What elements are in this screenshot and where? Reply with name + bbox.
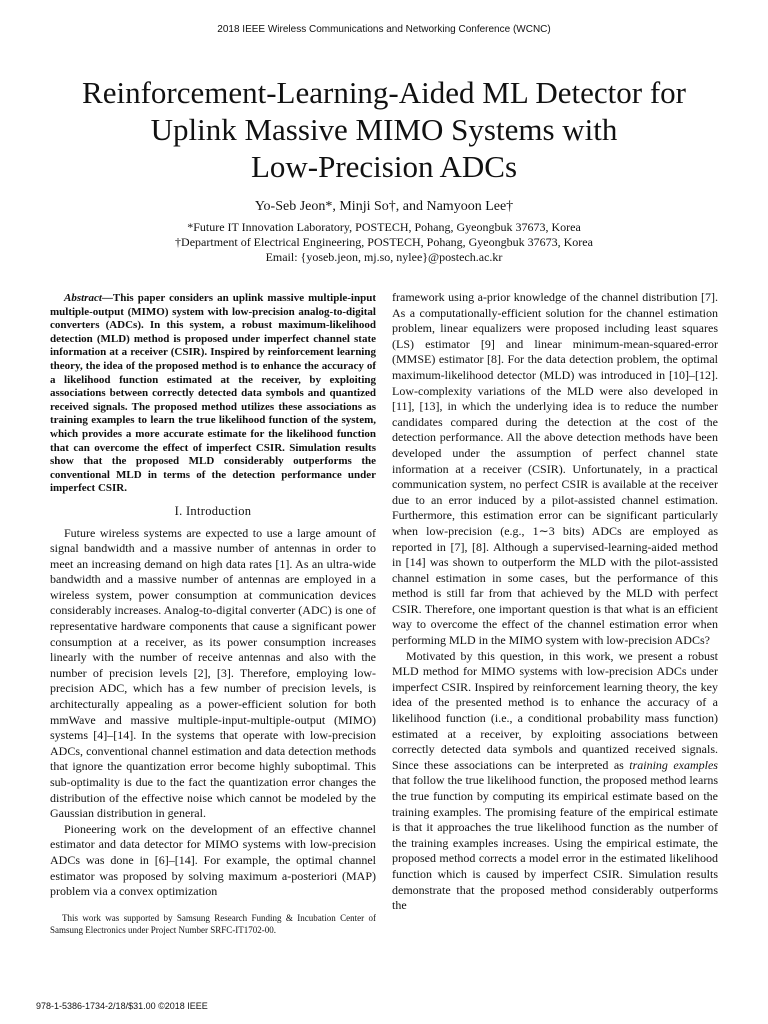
paragraph-text: Motivated by this question, in this work, we present a robust MLD method for MIMO systems with low-precision ADCs under imperfect CSIR. Inspired by reinforcement learning theory, the key idea of the presented method is to enhance the accuracy of a likelihood function (i.e., a conditional probability mass function) estimated at a receiver, by exploiting associations between correctly detected data symbols and quantized received signals. Since these associations can be interpreted as: [392, 648, 718, 772]
abstract: [50, 292, 376, 496]
author-list: Yo-Seb Jeon*, Minji So†, and Namyoon Lee†: [254, 199, 514, 214]
conference-header: 2018 IEEE Wireless Communications and Networking Conference (WCNC): [217, 24, 551, 35]
affiliation-1: *Future IT Innovation Laboratory, POSTECH, Pohang, Gyeongbuk 37673, Korea: [187, 220, 581, 234]
intro-paragraph-4: [392, 649, 718, 914]
intro-paragraph-3: framework using a-prior knowledge of the channel distribution [7]. As a computationally-efficient solution for the channel estimation problem, linear equalizers were proposed including least squares (LS) estimator [9] and linear minimum-mean-squared-error (MMSE) estimator [8]. For the data detection problem, the optimal maximum-likelihood detector (MLD) was introduced in [10]–[12]. Low-complexity variations of the MLD were also developed in [11], [13], in which the underlying idea is to reduce the number candidates compared during the detection at the cost of the detection performance. All the above detection methods have been developed under the assumption of perfect channel state information at a receiver (CSIR). Unfortunately, in a practical communication system, no perfect CSIR is available at the receiver due to an error induced by a pilot-assisted channel estimation. Furthermore, this estimation error can be significant particularly when low-precision (e.g., 1∼3 bits) ADCs are employed as reported in [7], [8]. Although a supervised-learning-aided method in [14] was shown to outperform the MLD with the pilot-assisted channel estimation in some cases, but the performance of this method is still far from that achieved by the MLD with perfect CSIR. Therefore, one important question is that what is an efficient way to overcome the effect of the channel estimation error when performing MLD in the MIMO system with low-precision ADCs?: [392, 290, 718, 648]
abstract-label: Abstract: [64, 292, 102, 304]
author-email: Email: {yoseb.jeon, mj.so, nylee}@postech.ac.kr: [265, 250, 503, 264]
title-line: Low-Precision ADCs: [250, 149, 518, 184]
emphasis-training-examples: training examples: [629, 757, 718, 772]
left-column: [50, 292, 376, 900]
funding-footnote: This work was supported by Samsung Research Funding & Incubation Center of Samsung Electronics under Project Number SRFC-IT1702-00.: [50, 913, 376, 935]
right-column: [392, 290, 718, 914]
copyright-footer: 978-1-5386-1734-2/18/$31.00 ©2018 IEEE: [36, 1001, 208, 1011]
title-line: Reinforcement-Learning-Aided ML Detector for: [82, 75, 686, 110]
affiliation-2: †Department of Electrical Engineering, POSTECH, Pohang, Gyeongbuk 37673, Korea: [175, 235, 593, 249]
abstract-text: —This paper considers an uplink massive multiple-input multiple-output (MIMO) system with low-precision analog-to-digital converters (ADCs). In this system, a robust maximum-likelihood detection (MLD) method is proposed under imperfect channel state information at a receiver (CSIR). Inspired by reinforcement learning theory, the idea of the proposed method is to enhance the accuracy of a likelihood function estimated at the receiver, by exploiting associations between correctly detected data symbols and quantized received signals. The proposed method utilizes these associations as training examples to learn the true likelihood function of the system, which provides a more accurate estimate for the likelihood function that can overcome the effect of imperfect CSIR. Simulation results show that the proposed MLD considerably outperforms the conventional MLD in terms of the detection performance under imperfect CSIR.: [50, 292, 376, 495]
intro-paragraph-2: Pioneering work on the development of an effective channel estimator and data detector for MIMO systems with low-precision ADCs was done in [6]–[14]. For example, the optimal channel estimator was proposed by solving maximum a-posteriori (MAP) problem via a convex optimization: [50, 821, 376, 899]
title-line: Uplink Massive MIMO Systems with: [150, 112, 618, 147]
paragraph-text: that follow the true likelihood function, the proposed method learns the true function by computing its empirical estimate based on the training examples. The promising feature of the empirical estimate is that it approaches the true likelihood function as the number of the training examples increases. Using the empirical estimate, the proposed method corrects a model error in the estimated likelihood function which is caused by imperfect CSIR. Simulation results demonstrate that the proposed method considerably outperforms the: [392, 773, 718, 913]
paper-title: [40, 74, 728, 185]
intro-paragraph-1: Future wireless systems are expected to use a large amount of signal bandwidth and a massive number of antennas in order to meet an increasing demand on high data rates [1]. As an ultra-wide bandwidth and a massive number of antennas are employed in a wireless system, power consumption at communication devices considerably increases. Analog-to-digital converter (ADC) is one of representative hardware components that cause a significant power consumption at a receiver, as its power consumption increases linearly with the number of receive antennas and also with the number of precision levels [2], [3]. Therefore, employing low-precision ADC, which has a few number of precision levels, is architecturally appealing as a power-efficient solution for both mmWave and massive multiple-input-multiple-output (MIMO) systems [4]–[14]. In the systems that operate with low-precision ADCs, conventional channel estimation and data detection methods that ignore the quantization error become highly suboptimal. This sub-optimality is due to the fact the quantization error changes the distribution of the effective noise which cannot be modeled by the Gaussian distribution in general.: [50, 525, 376, 821]
section-heading-introduction: I. Introduction: [174, 503, 252, 518]
